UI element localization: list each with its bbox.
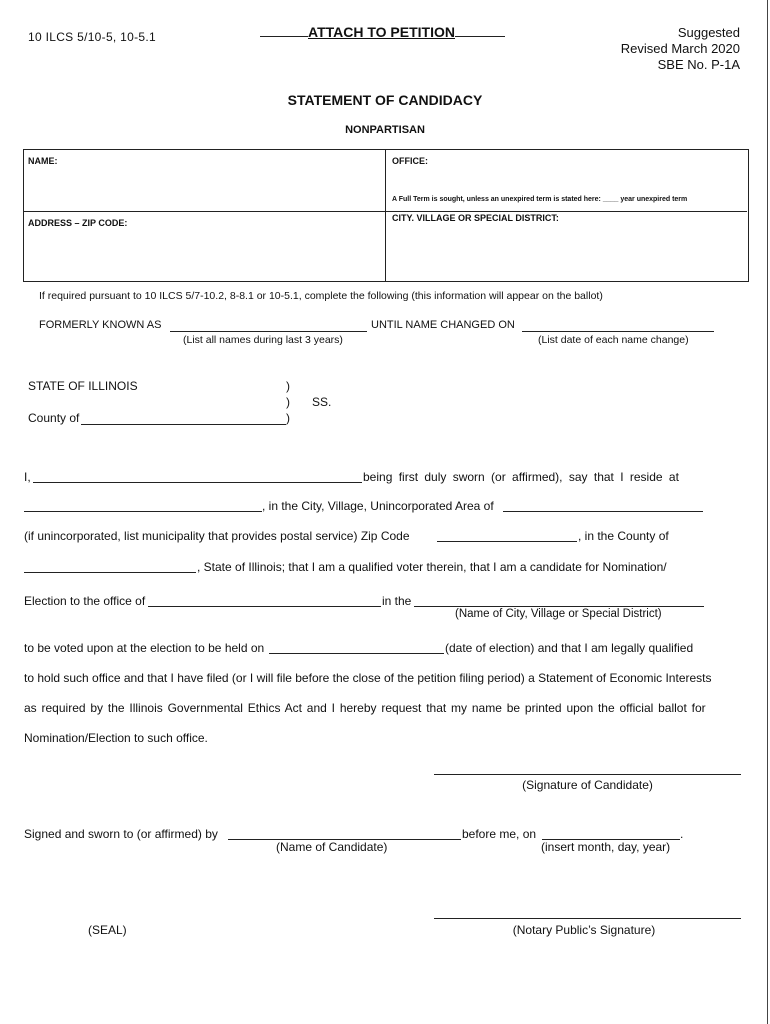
candidate-signature-line[interactable] [434, 774, 741, 775]
name-change-date-line[interactable] [522, 331, 714, 332]
attach-line-left [260, 25, 308, 37]
voted-upon-text: to be voted upon at the election to be held on [24, 641, 265, 655]
district-label: CITY. VILLAGE OR SPECIAL DISTRICT: [392, 213, 559, 223]
sworn-text: being first duly sworn (or affirmed), say that I reside at [363, 470, 679, 484]
dates-hint: (List date of each name change) [538, 334, 689, 346]
address-label: ADDRESS – ZIP CODE: [28, 218, 128, 228]
state-of-illinois: STATE OF ILLINOIS [28, 379, 138, 393]
names-hint: (List all names during last 3 years) [183, 334, 343, 346]
candidate-name-hint: (Name of Candidate) [276, 840, 388, 854]
unexpired-term-note: A Full Term is sought, unless an unexpired term is stated here: ____ year unexpired term [392, 196, 688, 203]
sworn-date-hint: (insert month, day, year) [541, 840, 671, 854]
city-village-text: , in the City, Village, Unincorporated Area of [262, 499, 494, 513]
candidate-info-box [23, 149, 749, 282]
district-hint: (Name of City, Village or Special District) [455, 608, 662, 620]
ss-label: SS. [312, 395, 332, 409]
box-horizontal-divider [24, 211, 747, 212]
in-the-text: in the [382, 594, 412, 608]
ballot-instruction: If required pursuant to 10 ILCS 5/7-10.2, 8-8.1 or 10-5.1, complete the following (this information will appear on the ballot) [39, 290, 603, 302]
attach-line-right [455, 25, 505, 37]
election-office-text: Election to the office of [24, 594, 146, 608]
county-of-text: , in the County of [578, 529, 669, 543]
seal-label: (SEAL) [88, 923, 127, 937]
date-of-election-text: (date of election) and that I am legally qualified [445, 641, 694, 655]
county-line[interactable] [81, 424, 286, 425]
paragraph-line-1: to hold such office and that I have filed (or I will file before the close of the petition filing period) a Statement of Economic Interests [24, 671, 712, 685]
statute-reference: 10 ILCS 5/10-5, 10-5.1 [28, 30, 157, 44]
notary-signature-line[interactable] [434, 918, 741, 919]
page-right-edge [767, 0, 768, 1024]
formerly-known-as-label: FORMERLY KNOWN AS [39, 319, 162, 331]
revised-date: Revised March 2020 [620, 41, 740, 56]
before-me-text: before me, on [462, 827, 537, 841]
signed-sworn-text: Signed and sworn to (or affirmed) by [24, 827, 218, 841]
county-label: County of [28, 411, 80, 425]
name-label: NAME: [28, 156, 58, 166]
suggested-label: Suggested [677, 25, 740, 40]
venue-paren-1: ) [286, 379, 290, 393]
form-number: SBE No. P-1A [657, 57, 740, 72]
paragraph-line-3: Nomination/Election to such office. [24, 731, 208, 745]
residence-county-line[interactable] [24, 572, 196, 573]
state-voter-text: , State of Illinois; that I am a qualified voter therein, that I am a candidate for Nomination/ [197, 560, 667, 574]
zip-code-text: (if unincorporated, list municipality that provides postal service) Zip Code [24, 529, 410, 543]
affiant-name-line[interactable] [33, 482, 362, 483]
page-subtitle: NONPARTISAN [345, 124, 425, 136]
page-title: STATEMENT OF CANDIDACY [287, 92, 483, 108]
attach-to-petition [260, 24, 505, 40]
formerly-known-as-line[interactable] [170, 331, 367, 332]
until-name-changed-label: UNTIL NAME CHANGED ON [371, 319, 515, 331]
affiant-i: I, [24, 470, 31, 484]
attach-text: ATTACH TO PETITION [308, 24, 455, 40]
address-field[interactable] [24, 213, 385, 281]
candidate-signature-hint: (Signature of Candidate) [522, 778, 653, 792]
name-field[interactable] [24, 150, 385, 211]
venue-paren-2: ) [286, 395, 290, 409]
office-label: OFFICE: [392, 156, 428, 166]
paragraph-line-2: as required by the Illinois Governmental Ethics Act and I hereby request that my name be printed upon the official ballot for [24, 701, 706, 715]
district-name-line[interactable] [414, 606, 704, 607]
box-vertical-divider [385, 150, 386, 281]
election-date-line[interactable] [269, 653, 444, 654]
municipality-line[interactable] [503, 511, 703, 512]
notary-signature-hint: (Notary Public’s Signature) [512, 923, 656, 937]
office-field[interactable] [387, 150, 747, 211]
residence-address-line[interactable] [24, 511, 262, 512]
venue-paren-3: ) [286, 411, 290, 425]
district-field[interactable] [387, 213, 747, 281]
zip-code-line[interactable] [437, 541, 577, 542]
period: . [680, 827, 684, 841]
election-office-line[interactable] [148, 606, 381, 607]
